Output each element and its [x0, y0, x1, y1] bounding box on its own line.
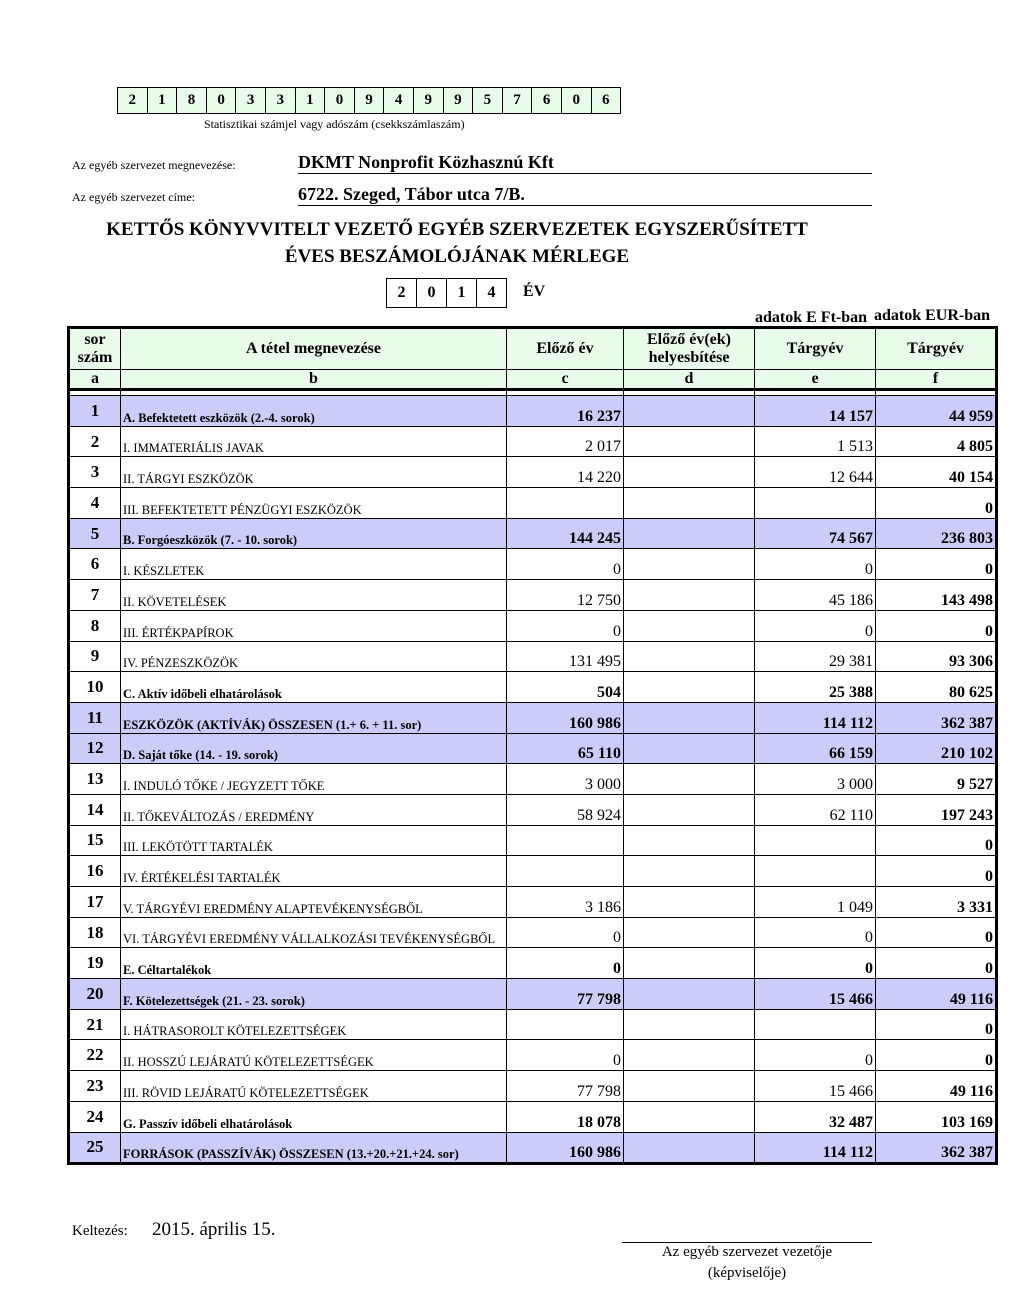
cell-current-year-huf: 45 186	[755, 580, 876, 611]
row-name: F. Kötelezettségek (21. - 23. sorok)	[121, 979, 507, 1010]
cell-prev-year: 504	[507, 672, 624, 703]
cell-current-year-huf: 0	[755, 917, 876, 948]
stat-id-digit: 3	[266, 88, 296, 113]
cell-current-year-eur: 49 116	[876, 979, 997, 1010]
row-number: 8	[69, 610, 121, 641]
row-number: 3	[69, 457, 121, 488]
cell-current-year-huf	[755, 856, 876, 887]
cell-prev-year: 0	[507, 917, 624, 948]
cell-correction	[624, 733, 755, 764]
header-b: A tétel megnevezése	[121, 328, 507, 370]
cell-correction	[624, 641, 755, 672]
cell-current-year-huf: 74 567	[755, 518, 876, 549]
cell-current-year-eur: 0	[876, 549, 997, 580]
header-e: Tárgyév	[755, 328, 876, 370]
cell-correction	[624, 887, 755, 918]
units-eur: adatok EUR-ban	[874, 307, 991, 324]
cell-current-year-huf: 14 157	[755, 396, 876, 427]
cell-prev-year: 65 110	[507, 733, 624, 764]
cell-correction	[624, 917, 755, 948]
stat-id-digit: 3	[236, 88, 266, 113]
table-row	[69, 825, 997, 856]
row-name: IV. PÉNZESZKÖZÖK	[121, 641, 507, 672]
cell-prev-year: 16 237	[507, 396, 624, 427]
letter-f: f	[876, 370, 997, 390]
table-row	[69, 610, 997, 641]
row-name: E. Céltartalékok	[121, 948, 507, 979]
cell-prev-year	[507, 825, 624, 856]
cell-current-year-huf: 0	[755, 1040, 876, 1071]
stat-id-digit: 4	[384, 88, 414, 113]
table-row	[69, 1132, 997, 1164]
cell-current-year-eur: 93 306	[876, 641, 997, 672]
table-row	[69, 1101, 997, 1132]
cell-prev-year	[507, 1009, 624, 1040]
row-number: 2	[69, 426, 121, 457]
header-f: Tárgyév	[876, 328, 997, 370]
units-huf: adatok E Ft-ban	[755, 309, 868, 326]
cell-current-year-huf: 0	[755, 549, 876, 580]
cell-prev-year: 2 017	[507, 426, 624, 457]
cell-current-year-huf: 15 466	[755, 1071, 876, 1102]
table-row	[69, 396, 997, 427]
year-digit: 1	[447, 279, 477, 307]
stat-id-digit: 2	[118, 88, 148, 113]
stat-id-digit: 1	[296, 88, 326, 113]
row-name: B. Forgóeszközök (7. - 10. sorok)	[121, 518, 507, 549]
cell-current-year-huf: 3 000	[755, 764, 876, 795]
cell-current-year-eur: 143 498	[876, 580, 997, 611]
cell-current-year-huf: 114 112	[755, 702, 876, 733]
row-number: 6	[69, 549, 121, 580]
cell-current-year-huf: 0	[755, 610, 876, 641]
row-number: 14	[69, 794, 121, 825]
cell-current-year-eur: 49 116	[876, 1071, 997, 1102]
table-row	[69, 794, 997, 825]
stat-id-digit: 8	[177, 88, 207, 113]
row-name: ESZKÖZÖK (AKTÍVÁK) ÖSSZESEN (1.+ 6. + 11. sor)	[121, 702, 507, 733]
cell-current-year-eur: 236 803	[876, 518, 997, 549]
table-row	[69, 764, 997, 795]
cell-prev-year: 0	[507, 1040, 624, 1071]
cell-correction	[624, 764, 755, 795]
row-name: D. Saját tőke (14. - 19. sorok)	[121, 733, 507, 764]
org-address-label: Az egyéb szervezet címe:	[72, 190, 195, 204]
cell-correction	[624, 518, 755, 549]
cell-prev-year: 3 000	[507, 764, 624, 795]
cell-current-year-eur: 197 243	[876, 794, 997, 825]
row-number: 12	[69, 733, 121, 764]
cell-current-year-huf	[755, 488, 876, 519]
row-name: G. Passzív időbeli elhatárolások	[121, 1101, 507, 1132]
stat-id-digit: 9	[414, 88, 444, 113]
row-number: 22	[69, 1040, 121, 1071]
row-number: 25	[69, 1132, 121, 1164]
letter-d: d	[624, 370, 755, 390]
row-number: 24	[69, 1101, 121, 1132]
cell-correction	[624, 794, 755, 825]
row-number: 7	[69, 580, 121, 611]
cell-correction	[624, 948, 755, 979]
cell-current-year-eur: 0	[876, 917, 997, 948]
org-name-label: Az egyéb szervezet megnevezése:	[72, 158, 236, 172]
cell-current-year-huf: 66 159	[755, 733, 876, 764]
row-name: III. BEFEKTETETT PÉNZÜGYI ESZKÖZÖK	[121, 488, 507, 519]
cell-current-year-eur: 40 154	[876, 457, 997, 488]
table-row	[69, 549, 997, 580]
signature-caption-2: (képviselője)	[707, 1265, 787, 1281]
row-name: I. KÉSZLETEK	[121, 549, 507, 580]
row-name: II. TŐKEVÁLTOZÁS / EREDMÉNY	[121, 794, 507, 825]
cell-current-year-huf	[755, 1009, 876, 1040]
letter-a: a	[69, 370, 121, 390]
org-name: DKMT Nonprofit Közhasznú Kft	[298, 152, 872, 174]
row-name: I. INDULÓ TŐKE / JEGYZETT TŐKE	[121, 764, 507, 795]
cell-prev-year	[507, 488, 624, 519]
table-row	[69, 1009, 997, 1040]
cell-correction	[624, 1071, 755, 1102]
table-row	[69, 917, 997, 948]
cell-current-year-eur: 0	[876, 825, 997, 856]
row-number: 1	[69, 396, 121, 427]
cell-prev-year: 77 798	[507, 1071, 624, 1102]
table-row	[69, 580, 997, 611]
cell-current-year-huf: 0	[755, 948, 876, 979]
row-number: 11	[69, 702, 121, 733]
stat-id-digit: 5	[473, 88, 503, 113]
stat-id-digit: 6	[592, 88, 621, 113]
table-row	[69, 641, 997, 672]
stat-id-digit: 0	[207, 88, 237, 113]
year-digit: 2	[387, 279, 417, 307]
cell-current-year-eur: 3 331	[876, 887, 997, 918]
row-number: 18	[69, 917, 121, 948]
letter-b: b	[121, 370, 507, 390]
row-number: 10	[69, 672, 121, 703]
row-number: 5	[69, 518, 121, 549]
stat-id-digit: 1	[148, 88, 178, 113]
cell-current-year-eur: 0	[876, 610, 997, 641]
year-digit: 4	[487, 284, 496, 301]
cell-prev-year: 160 986	[507, 1132, 624, 1164]
cell-current-year-eur: 0	[876, 1040, 997, 1071]
row-number: 17	[69, 887, 121, 918]
row-name: I. IMMATERIÁLIS JAVAK	[121, 426, 507, 457]
stat-id-digit: 9	[355, 88, 385, 113]
table-row	[69, 702, 997, 733]
row-number: 4	[69, 488, 121, 519]
cell-correction	[624, 1040, 755, 1071]
cell-correction	[624, 457, 755, 488]
cell-current-year-huf: 15 466	[755, 979, 876, 1010]
letter-c: c	[507, 370, 624, 390]
cell-correction	[624, 488, 755, 519]
row-number: 15	[69, 825, 121, 856]
title-line-1: KETTŐS KÖNYVVITELT VEZETŐ EGYÉB SZERVEZETEK EGYSZERŰSÍTETT	[106, 219, 808, 240]
cell-current-year-eur: 44 959	[876, 396, 997, 427]
table-row	[69, 426, 997, 457]
stat-id-digit: 0	[562, 88, 592, 113]
cell-current-year-eur: 9 527	[876, 764, 997, 795]
row-number: 9	[69, 641, 121, 672]
cell-correction	[624, 426, 755, 457]
cell-current-year-huf: 114 112	[755, 1132, 876, 1164]
cell-current-year-huf: 1 049	[755, 887, 876, 918]
row-name: FORRÁSOK (PASSZÍVÁK) ÖSSZESEN (13.+20.+21.+24. sor)	[121, 1132, 507, 1164]
cell-correction	[624, 825, 755, 856]
row-name: II. KÖVETELÉSEK	[121, 580, 507, 611]
table-row	[69, 887, 997, 918]
cell-prev-year: 14 220	[507, 457, 624, 488]
table-row	[69, 518, 997, 549]
cell-prev-year: 18 078	[507, 1101, 624, 1132]
row-number: 19	[69, 948, 121, 979]
cell-current-year-eur: 0	[876, 856, 997, 887]
row-number: 13	[69, 764, 121, 795]
cell-current-year-huf: 1 513	[755, 426, 876, 457]
table-row	[69, 948, 997, 979]
row-number: 23	[69, 1071, 121, 1102]
signature-line	[622, 1242, 872, 1243]
stat-id-caption: Statisztikai számjel vagy adószám (csekkszámlaszám)	[204, 117, 465, 131]
cell-current-year-huf: 62 110	[755, 794, 876, 825]
cell-current-year-eur: 210 102	[876, 733, 997, 764]
cell-prev-year: 3 186	[507, 887, 624, 918]
row-name: III. LEKÖTÖTT TARTALÉK	[121, 825, 507, 856]
cell-prev-year: 160 986	[507, 702, 624, 733]
letter-e: e	[755, 370, 876, 390]
table-row	[69, 733, 997, 764]
title-line-2: ÉVES BESZÁMOLÓJÁNAK MÉRLEGE	[284, 246, 630, 267]
year-digit: 0	[417, 279, 447, 307]
stat-id-digit: 9	[444, 88, 474, 113]
cell-prev-year: 0	[507, 948, 624, 979]
row-name: VI. TÁRGYÉVI EREDMÉNY VÁLLALKOZÁSI TEVÉKENYSÉGBŐL	[121, 917, 507, 948]
date-value: 2015. április 15.	[152, 1219, 276, 1240]
table-row	[69, 672, 997, 703]
org-address: 6722. Szeged, Tábor utca 7/B.	[298, 184, 872, 206]
cell-correction	[624, 1009, 755, 1040]
balance-sheet-table	[67, 326, 998, 1165]
row-name: A. Befektetett eszközök (2.-4. sorok)	[121, 396, 507, 427]
row-name: V. TÁRGYÉVI EREDMÉNY ALAPTEVÉKENYSÉGBŐL	[121, 887, 507, 918]
cell-current-year-eur: 0	[876, 948, 997, 979]
cell-current-year-huf: 29 381	[755, 641, 876, 672]
cell-current-year-eur: 4 805	[876, 426, 997, 457]
cell-prev-year: 12 750	[507, 580, 624, 611]
table-row	[69, 979, 997, 1010]
table-row	[69, 488, 997, 519]
cell-correction	[624, 610, 755, 641]
cell-correction	[624, 580, 755, 611]
table-row	[69, 457, 997, 488]
stat-id-digit: 0	[325, 88, 355, 113]
letter-row	[69, 370, 997, 390]
cell-prev-year: 0	[507, 610, 624, 641]
cell-current-year-eur: 80 625	[876, 672, 997, 703]
row-number: 16	[69, 856, 121, 887]
cell-prev-year: 77 798	[507, 979, 624, 1010]
signature-caption-1: Az egyéb szervezet vezetője	[661, 1244, 833, 1260]
cell-current-year-huf: 25 388	[755, 672, 876, 703]
stat-id-digit: 7	[503, 88, 533, 113]
cell-correction	[624, 856, 755, 887]
table-row	[69, 1071, 997, 1102]
row-name: II. TÁRGYI ESZKÖZÖK	[121, 457, 507, 488]
cell-current-year-eur: 0	[876, 488, 997, 519]
stat-id-boxes	[117, 87, 621, 114]
row-number: 21	[69, 1009, 121, 1040]
row-name: III. RÖVID LEJÁRATÚ KÖTELEZETTSÉGEK	[121, 1071, 507, 1102]
row-name: I. HÁTRASOROLT KÖTELEZETTSÉGEK	[121, 1009, 507, 1040]
header-row	[69, 328, 997, 370]
row-name: II. HOSSZÚ LEJÁRATÚ KÖTELEZETTSÉGEK	[121, 1040, 507, 1071]
cell-correction	[624, 1132, 755, 1164]
cell-current-year-eur: 103 169	[876, 1101, 997, 1132]
header-d: Előző év(ek) helyesbítése	[624, 328, 755, 370]
row-name: C. Aktív időbeli elhatárolások	[121, 672, 507, 703]
date-label: Keltezés:	[72, 1223, 128, 1239]
table-row	[69, 856, 997, 887]
year-label: ÉV	[523, 283, 546, 300]
header-c: Előző év	[507, 328, 624, 370]
table-row	[69, 1040, 997, 1071]
cell-current-year-huf	[755, 825, 876, 856]
stat-id-digit: 6	[532, 88, 562, 113]
cell-correction	[624, 396, 755, 427]
cell-current-year-eur: 362 387	[876, 702, 997, 733]
cell-correction	[624, 672, 755, 703]
row-name: III. ÉRTÉKPAPÍROK	[121, 610, 507, 641]
row-name: IV. ÉRTÉKELÉSI TARTALÉK	[121, 856, 507, 887]
cell-current-year-eur: 362 387	[876, 1132, 997, 1164]
header-a: sor szám	[69, 328, 121, 370]
cell-current-year-huf: 32 487	[755, 1101, 876, 1132]
cell-prev-year: 144 245	[507, 518, 624, 549]
cell-current-year-eur: 0	[876, 1009, 997, 1040]
cell-correction	[624, 549, 755, 580]
cell-prev-year: 58 924	[507, 794, 624, 825]
cell-correction	[624, 702, 755, 733]
year-boxes	[386, 278, 507, 308]
cell-correction	[624, 979, 755, 1010]
cell-current-year-huf: 12 644	[755, 457, 876, 488]
cell-prev-year	[507, 856, 624, 887]
cell-prev-year: 0	[507, 549, 624, 580]
cell-correction	[624, 1101, 755, 1132]
cell-prev-year: 131 495	[507, 641, 624, 672]
row-number: 20	[69, 979, 121, 1010]
